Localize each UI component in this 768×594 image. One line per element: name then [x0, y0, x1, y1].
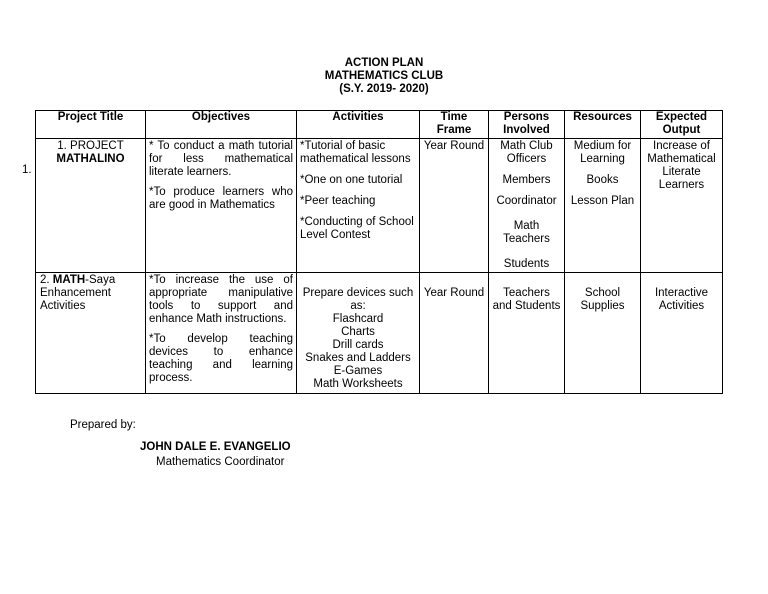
- project-number: 1. PROJECT: [57, 140, 124, 152]
- objectives-cell: [146, 139, 297, 273]
- persons-cell: Teachers and Students: [489, 273, 565, 394]
- table-header-row: [36, 111, 723, 139]
- doc-subtitle: MATHEMATICS CLUB: [324, 70, 444, 82]
- project-title-cell: [36, 139, 146, 273]
- resource-item: Medium for Learning: [573, 140, 632, 165]
- project-name: MATHALINO: [56, 153, 125, 165]
- objective-item: *To develop teaching devices to enhance teaching and learning process.: [149, 333, 293, 384]
- resources-cell: School Supplies: [565, 273, 641, 394]
- activity-item: *Tutorial of basic mathematical lessons: [300, 140, 411, 165]
- output-cell: Interactive Activities: [641, 273, 723, 394]
- activity-item: Charts: [341, 326, 375, 338]
- persons-cell: [489, 139, 565, 273]
- table-row: [36, 273, 723, 394]
- project-title-cell: [36, 273, 146, 394]
- activity-item: *Peer teaching: [300, 195, 376, 207]
- prepared-by-label: Prepared by:: [70, 419, 136, 431]
- objective-item: *To produce learners who are good in Mathematics: [149, 186, 293, 211]
- person-item: Math Club Officers: [500, 140, 553, 165]
- time-frame-cell: Year Round: [420, 273, 489, 394]
- col-header: Expected Output: [641, 111, 723, 139]
- project-name: MATH: [52, 274, 86, 286]
- project-number: 2.: [40, 274, 50, 286]
- resource-item: Books: [586, 174, 619, 186]
- table-row: [36, 139, 723, 273]
- resources-cell: [565, 139, 641, 273]
- activity-item: Prepare devices such as:: [302, 287, 414, 312]
- output-cell: Increase of Mathematical Literate Learners: [641, 139, 723, 273]
- activity-item: Snakes and Ladders: [305, 352, 411, 364]
- time-frame-cell: Year Round: [420, 139, 489, 273]
- objective-item: *To increase the use of appropriate manipulative tools to support and enhance Math instructions.: [149, 274, 293, 325]
- objectives-cell: [146, 273, 297, 394]
- activity-item: Drill cards: [332, 339, 384, 351]
- col-header: Project Title: [36, 111, 146, 139]
- activities-cell: [297, 139, 420, 273]
- col-header: Objectives: [146, 111, 297, 139]
- col-header: Resources: [565, 111, 641, 139]
- signatory-role: Mathematics Coordinator: [156, 456, 285, 468]
- activity-item: Math Worksheets: [313, 378, 403, 390]
- person-item: Math Teachers: [503, 220, 550, 245]
- objective-item: * To conduct a math tutorial for less mathematical literate learners.: [149, 140, 293, 178]
- activity-item: *Conducting of School Level Contest: [300, 216, 414, 241]
- activity-item: *One on one tutorial: [300, 174, 403, 186]
- resource-item: Lesson Plan: [570, 195, 635, 207]
- col-header: Time Frame: [420, 111, 489, 139]
- row-number-label: 1.: [22, 164, 32, 176]
- col-header: Persons Involved: [489, 111, 565, 139]
- activity-item: Flashcard: [332, 313, 384, 325]
- person-item: Members: [502, 174, 551, 186]
- person-item: Coordinator: [496, 195, 557, 207]
- activity-item: E-Games: [333, 365, 383, 377]
- signatory-name: JOHN DALE E. EVANGELIO: [140, 441, 291, 453]
- action-plan-table: [35, 110, 723, 394]
- person-item: Students: [503, 258, 550, 270]
- doc-title: ACTION PLAN: [344, 57, 424, 69]
- activities-cell: [297, 273, 420, 394]
- project-name-rest: -Saya Enhancement Activities: [40, 274, 116, 312]
- school-year: (S.Y. 2019- 2020): [339, 83, 429, 95]
- col-header: Activities: [297, 111, 420, 139]
